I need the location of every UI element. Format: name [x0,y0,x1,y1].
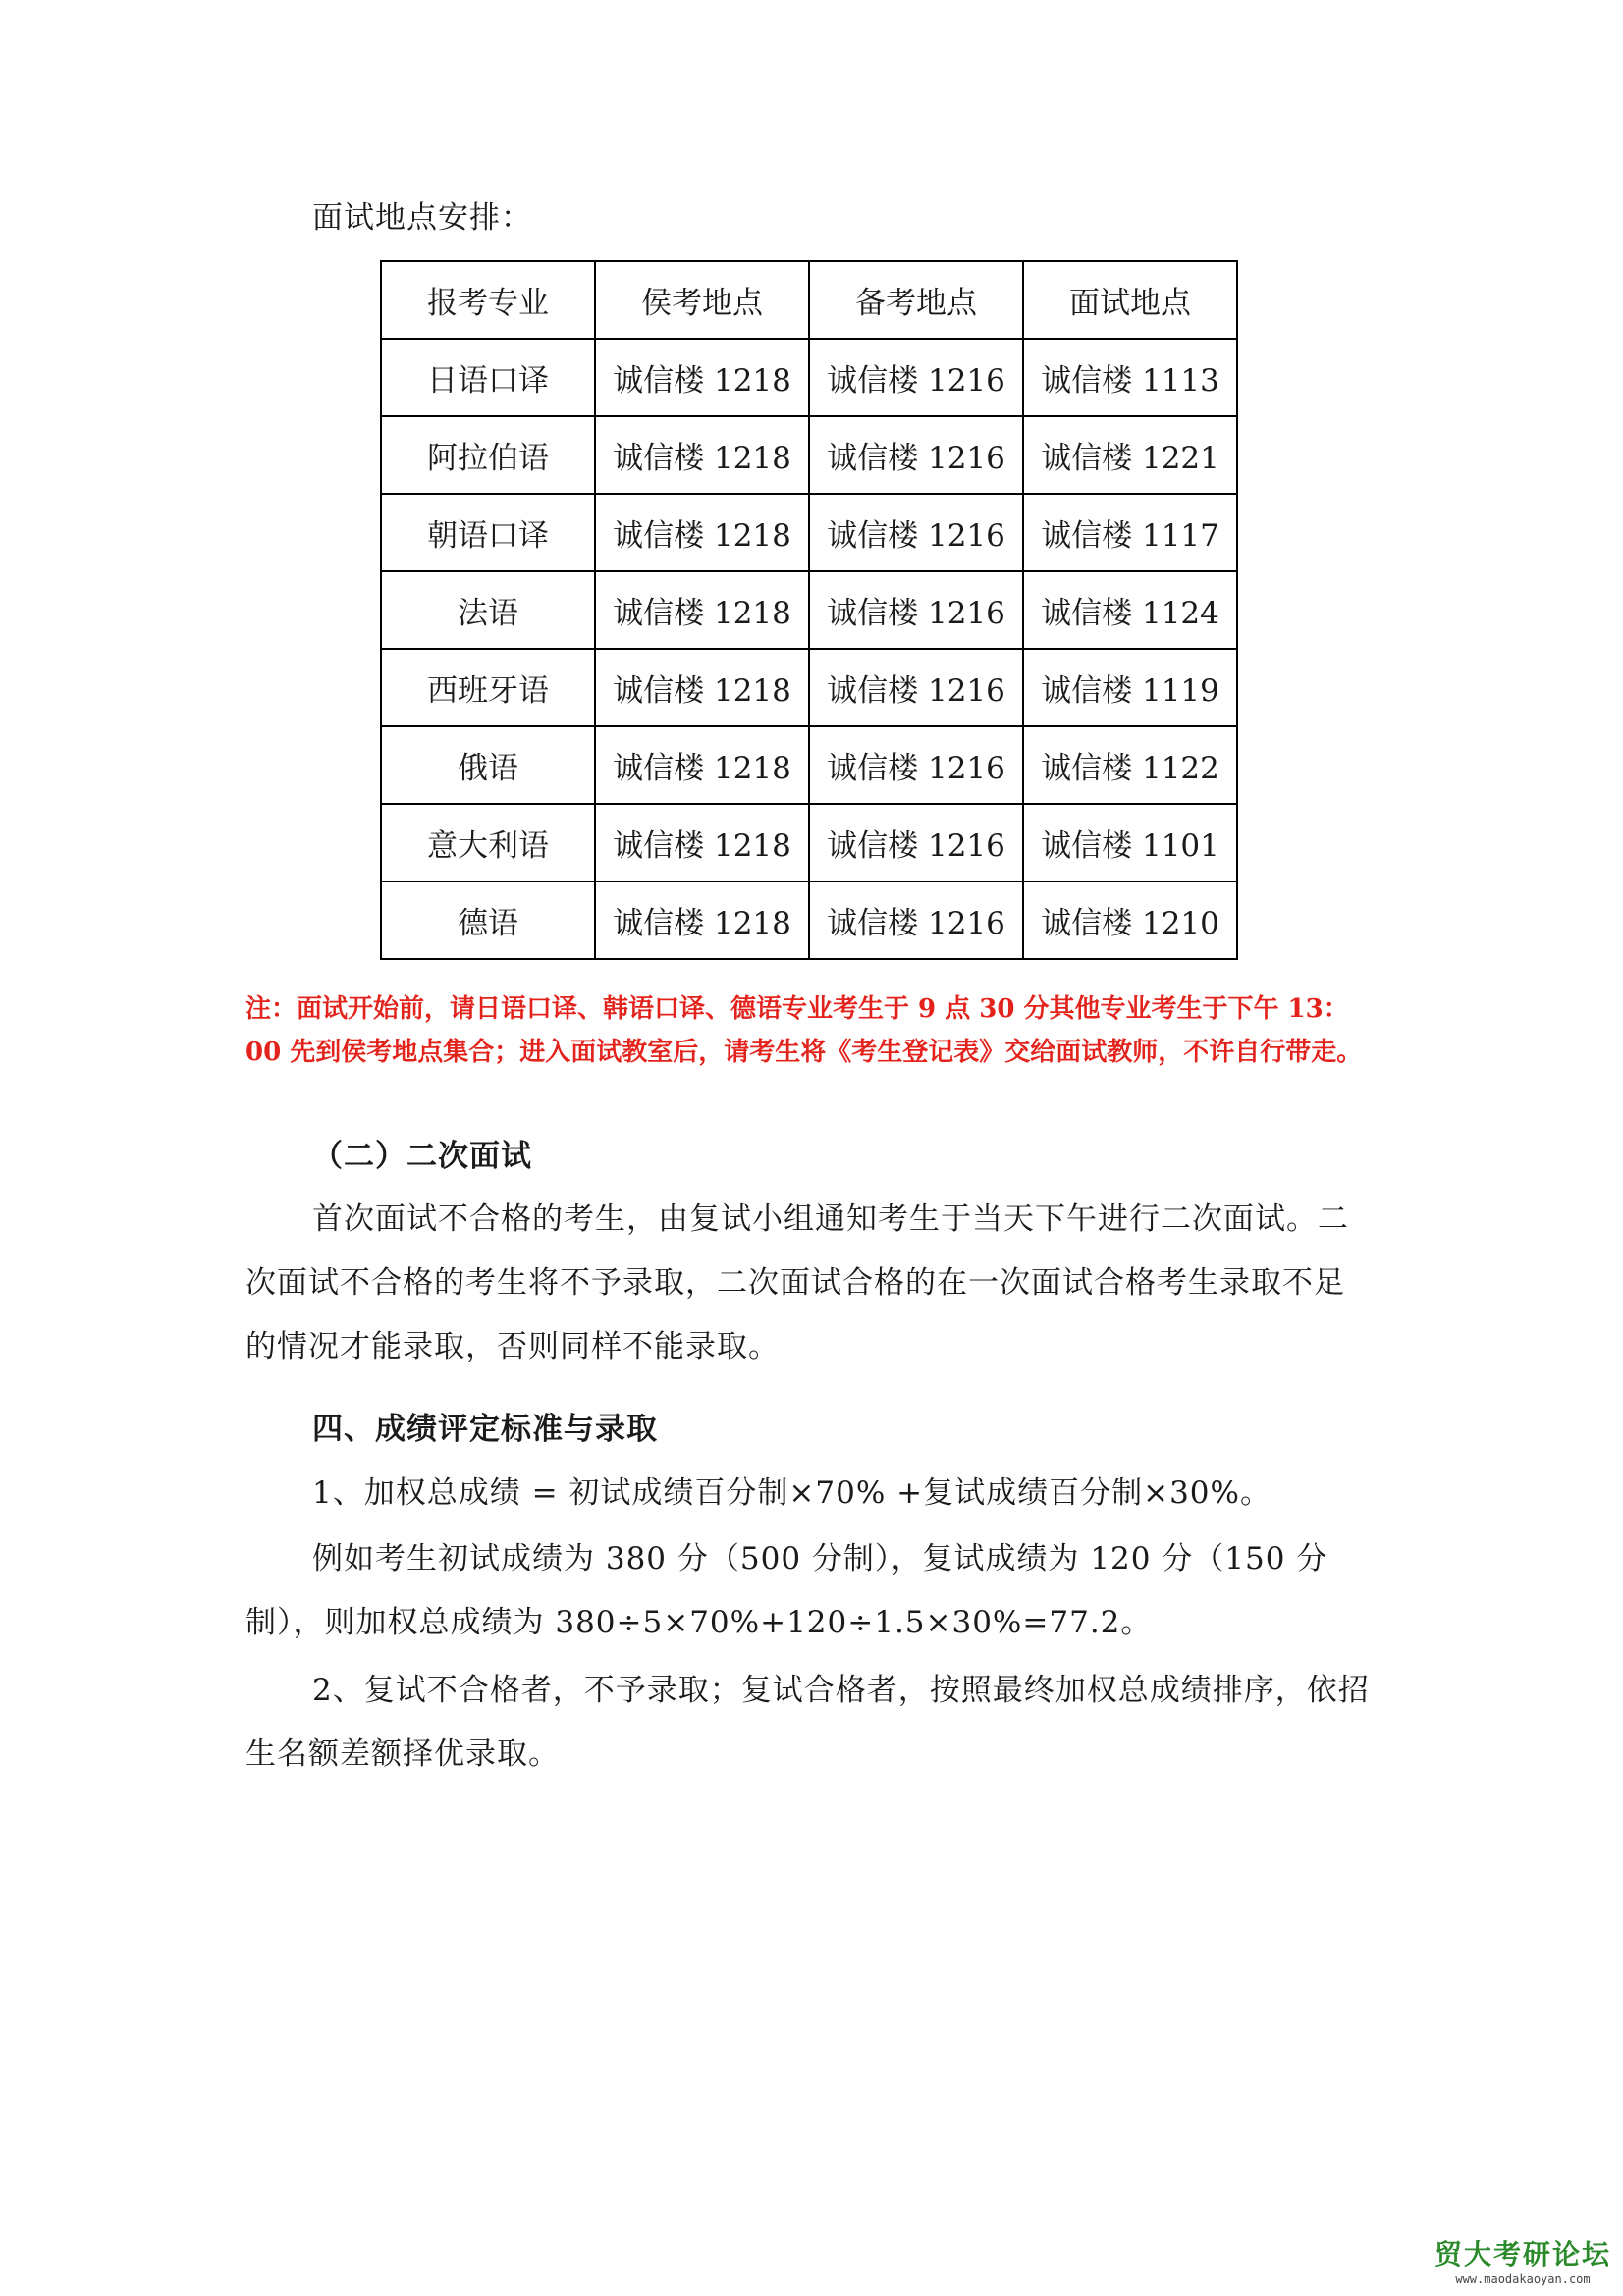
cell-preparation-room: 诚信楼 1216 [809,881,1023,959]
cell-waiting-room: 诚信楼 1218 [595,649,809,726]
cell-interview-room: 诚信楼 1124 [1023,571,1237,649]
cell-major: 意大利语 [381,804,595,881]
cell-major: 西班牙语 [381,649,595,726]
cell-preparation-room: 诚信楼 1216 [809,726,1023,804]
header-major: 报考专业 [381,261,595,339]
watermark-url: www.maodakaoyan.com [1455,2272,1591,2286]
cell-waiting-room: 诚信楼 1218 [595,339,809,416]
cell-waiting-room: 诚信楼 1218 [595,571,809,649]
watermark-title: 贸大考研论坛 [1434,2238,1611,2270]
admission-rule-paragraph: 2、复试不合格者，不予录取；复试合格者，按照最终加权总成绩排序，依招生名额差额择优录取。 [245,1673,1370,1772]
table-row [381,494,1237,571]
cell-waiting-room: 诚信楼 1218 [595,494,809,571]
table-row [381,649,1237,726]
cell-waiting-room: 诚信楼 1218 [595,726,809,804]
example-paragraph: 例如考生初试成绩为 380 分（500 分制），复试成绩为 120 分（150 分制），则加权总成绩为 380÷5×70%+120÷1.5×30%=77.2。 [245,1541,1328,1640]
cell-preparation-room: 诚信楼 1216 [809,804,1023,881]
cell-interview-room: 诚信楼 1122 [1023,726,1237,804]
header-waiting-room: 侯考地点 [595,261,809,339]
table-row [381,881,1237,959]
cell-waiting-room: 诚信楼 1218 [595,881,809,959]
table-row [381,416,1237,494]
header-preparation-room: 备考地点 [809,261,1023,339]
cell-major: 法语 [381,571,595,649]
table-row [381,339,1237,416]
cell-major: 阿拉伯语 [381,416,595,494]
venue-heading: 面试地点安排： [312,200,532,236]
table-header-row [381,261,1237,339]
header-interview-room: 面试地点 [1023,261,1237,339]
cell-interview-room: 诚信楼 1119 [1023,649,1237,726]
second-interview-paragraph: 首次面试不合格的考生，由复试小组通知考生于当天下午进行二次面试。二次面试不合格的考生将不予录取，二次面试合格的在一次面试合格考生录取不足的情况才能录取，否则同样不能录取。 [245,1201,1349,1364]
venue-table [380,260,1238,960]
cell-preparation-room: 诚信楼 1216 [809,494,1023,571]
cell-interview-room: 诚信楼 1221 [1023,416,1237,494]
cell-major: 日语口译 [381,339,595,416]
table-row [381,804,1237,881]
cell-major: 德语 [381,881,595,959]
cell-preparation-room: 诚信楼 1216 [809,649,1023,726]
second-interview-heading: （二）二次面试 [312,1139,532,1174]
table-row [381,726,1237,804]
table-row [381,571,1237,649]
cell-preparation-room: 诚信楼 1216 [809,571,1023,649]
cell-interview-room: 诚信楼 1101 [1023,804,1237,881]
cell-interview-room: 诚信楼 1113 [1023,339,1237,416]
red-note: 注：面试开始前，请日语口译、韩语口译、德语专业考生于 9 点 30 分其他专业考生于下午 13：00 先到侯考地点集合；进入面试教室后，请考生将《考生登记表》交给面试教师，不许自行带走。 [245,994,1363,1067]
section-4-heading: 四、成绩评定标准与录取 [312,1412,658,1447]
cell-interview-room: 诚信楼 1210 [1023,881,1237,959]
cell-preparation-room: 诚信楼 1216 [809,416,1023,494]
cell-waiting-room: 诚信楼 1218 [595,804,809,881]
cell-waiting-room: 诚信楼 1218 [595,416,809,494]
cell-major: 俄语 [381,726,595,804]
cell-interview-room: 诚信楼 1117 [1023,494,1237,571]
weighted-score-formula: 1、加权总成绩 = 初试成绩百分制×70% +复试成绩百分制×30%。 [312,1475,1271,1511]
cell-preparation-room: 诚信楼 1216 [809,339,1023,416]
cell-major: 朝语口译 [381,494,595,571]
forum-watermark [1434,2233,1611,2286]
